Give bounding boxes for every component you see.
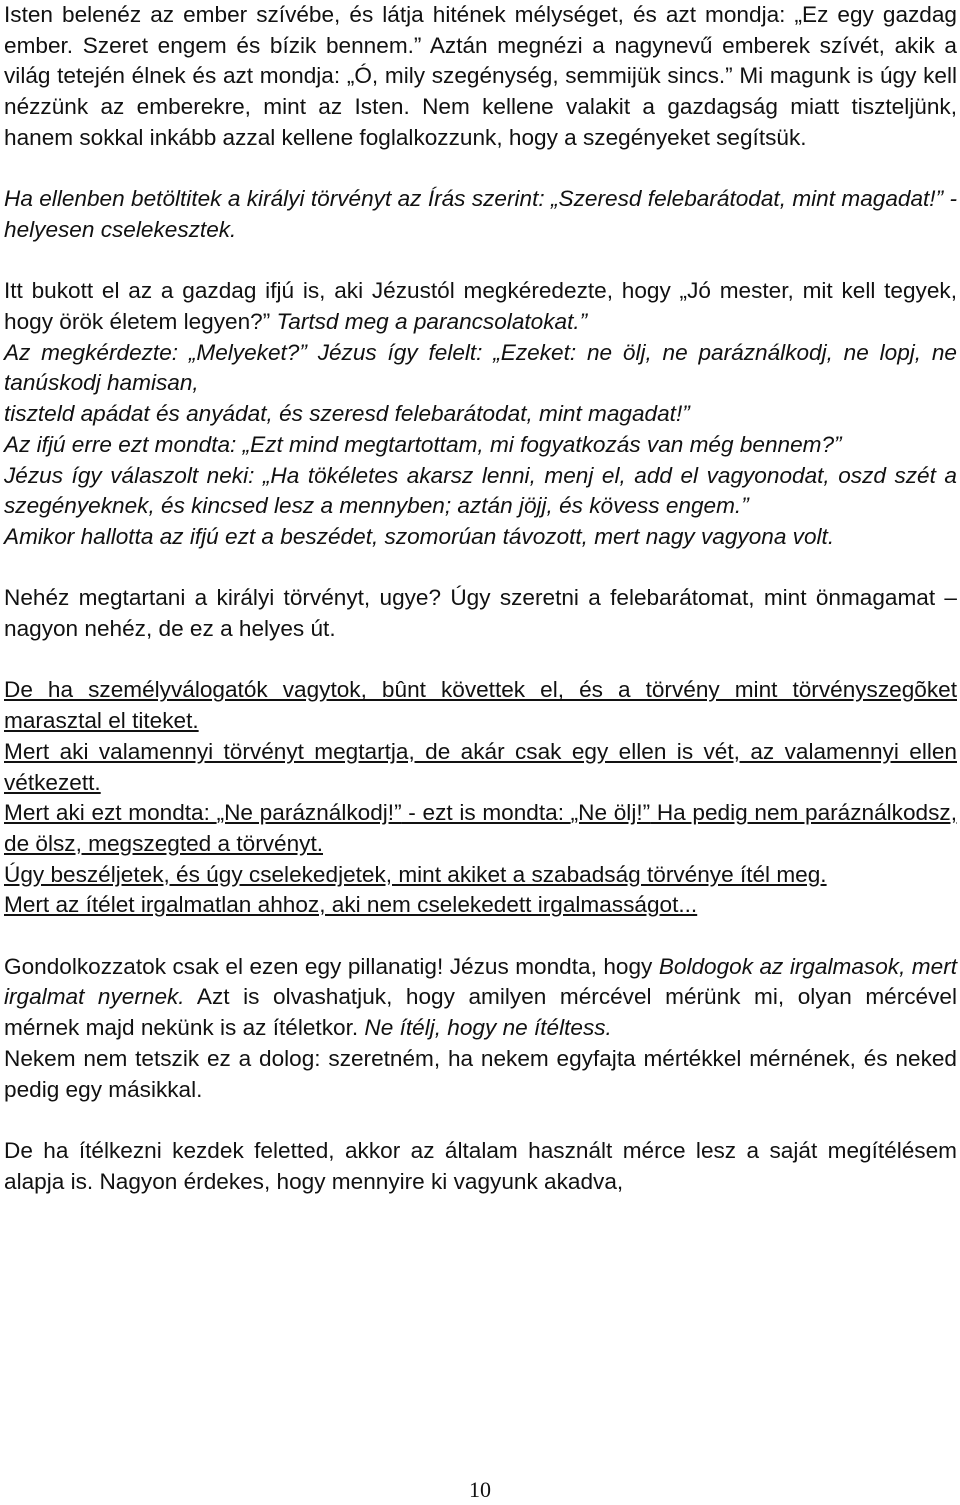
text-run-italic: „Ezt mind megtartottam, mi fogyatkozás van még bennem?”	[242, 431, 842, 457]
james-quote-line	[4, 798, 957, 859]
james-quote-line: Úgy beszéljetek, és úgy cselekedjetek, mint akiket a szabadság törvénye ítél meg.	[4, 861, 827, 887]
paragraph-mercy	[4, 952, 957, 1106]
text-run: - ezt is mondta:	[401, 800, 571, 826]
rich-young-man-reply	[4, 430, 957, 461]
text-run-italic: „Melyeket?”	[188, 339, 318, 365]
text-run-italic: „Ha tökéletes akarsz lenni, menj el, add el vagyonodat, oszd szét a szegényeknek, és kincsed lesz a mennyben; aztán jöjj, és kövess engem.”	[4, 462, 957, 519]
text-run: „Jó mester, mit kell tegyek, hogy örök életem legyen?”	[4, 278, 957, 334]
text-run: Itt bukott el az a gazdag ifjú is, aki Jézustól megkéredezte, hogy	[4, 278, 680, 304]
paragraph-royal-law: Ha ellenben betöltitek a királyi törvényt az Írás szerint: „Szeresd felebarátodat, mint magadat!” - helyesen cselekesztek.	[4, 186, 957, 242]
text-run-italic: Tartsd meg a parancsolatokat.”	[276, 309, 588, 334]
document-body	[4, 0, 957, 1197]
page-number: 10	[469, 1477, 491, 1502]
text-run-italic: tiszteld apádat és anyádat, és szeresd felebarátodat, mint magadat!”	[4, 401, 690, 427]
text-run: „Ne ölj!”	[570, 800, 651, 826]
text-run-italic: Az ifjú erre ezt mondta:	[4, 431, 243, 457]
text-run: Azt is olvashatjuk, hogy amilyen mércével mérünk mi, olyan mércével mérnek majd nekünk is az ítéletkor.	[4, 984, 957, 1041]
text-run-italic: Jézus így felelt:	[317, 339, 494, 365]
james-quote-line: Mert az ítélet irgalmatlan ahhoz, aki nem cselekedett irgalmasságot...	[4, 892, 698, 918]
james-quote-line: Mert aki valamennyi törvényt megtartja, de akár csak egy ellen is vét, az valamennyi ellen vétkezett.	[4, 738, 957, 795]
rich-young-man-question	[4, 276, 957, 337]
text-run: Ha pedig nem paráználkodsz, de ölsz, megszegted a törvényt.	[4, 800, 957, 856]
text-run-italic: Jézus így válaszolt neki:	[4, 462, 263, 488]
text-run-italic: Boldogok az irgalmasok, mert irgalmat nyernek.	[4, 953, 957, 1010]
young-man-leaves: Amikor hallotta az ifjú ezt a beszédet, szomorúan távozott, mert nagy vagyona volt.	[4, 523, 835, 549]
mercy-text	[4, 952, 957, 1044]
rich-young-man-commandments	[4, 338, 957, 430]
james-quote-line: De ha személyválogatók vagytok, bûnt követtek el, és a törvény mint törvényszegõket marasztal el titeket.	[4, 677, 957, 734]
text-run: Mert aki ezt mondta:	[4, 800, 217, 826]
paragraph-rich-young-man	[4, 276, 957, 552]
text-run-italic: „Ezeket: ne ölj, ne paráználkodj, ne lopj, ne tanúskodj hamisan,	[4, 339, 957, 396]
paragraph-god-looks-into-heart: Isten belenéz az ember szívébe, és látja hitének mélységet, és azt mondja: „Ez egy gazdag ember. Szeret engem és bízik bennem.” Aztán megnézi a nagynevű emberek szívét, akik a világ tetején élnek és azt mondja: „Ó, mily szegénység, semmijük sincs.” Mi magunk is úgy kell nézzünk az emberekre, mint az Isten. Nem kellene valakit a gazdagság miatt tiszteljünk, hanem sokkal inkább azzal kellene foglalkozzunk, hogy a szegényeket segítsük.	[4, 2, 957, 150]
paragraph-hard-to-keep-law: Nehéz megtartani a királyi törvényt, ugye? Úgy szeretni a felebarátomat, mint önmagamat – nagyon nehéz, de ez a helyes út.	[4, 585, 957, 642]
paragraph-james-quote	[4, 675, 957, 921]
text-run: „Ne paráználkodj!”	[216, 800, 402, 826]
measure-text: Nekem nem tetszik ez a dolog: szeretném, ha nekem egyfajta mértékkel mérnének, és neked pedig egy másikkal.	[4, 1045, 957, 1102]
paragraph-judging: De ha ítélkezni kezdek feletted, akkor az általam használt mérce lesz a saját megítélésem alapja is. Nagyon érdekes, hogy mennyire ki vagyunk akadva,	[4, 1137, 957, 1194]
text-run-italic: Az megkérdezte:	[4, 339, 189, 365]
text-run-italic: Ne ítélj, hogy ne ítéltess.	[364, 1015, 612, 1041]
text-run: Gondolkozzatok csak el ezen egy pillanatig! Jézus mondta, hogy	[4, 953, 659, 979]
jesus-answer	[4, 461, 957, 522]
